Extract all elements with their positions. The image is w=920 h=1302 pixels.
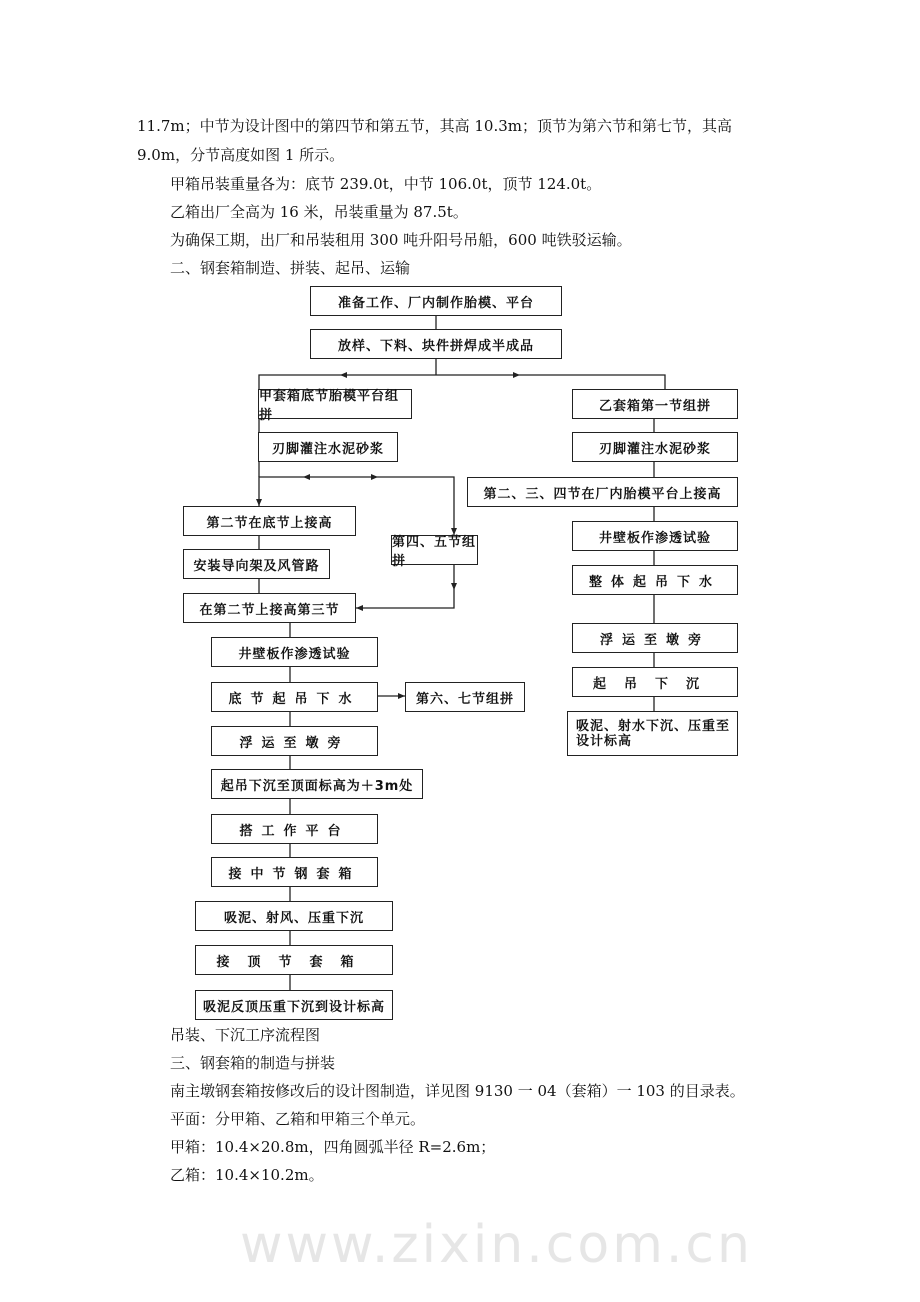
paragraph: 9.0m，分节高度如图 1 所示。 [137,146,345,164]
flow-step: 起吊下沉 [572,667,738,697]
flow-step: 准备工作、厂内制作胎模、平台 [310,286,562,316]
flow-step: 浮运至墩旁 [211,726,378,756]
flow-step: 底节起吊下水 [211,682,378,712]
section-heading: 三、钢套箱的制造与拼装 [170,1054,336,1072]
flow-step: 起吊下沉至顶面标高为＋3m处 [211,769,423,799]
flow-step: 甲套箱底节胎模平台组拼 [258,389,412,419]
watermark: www.zixin.com.cn [240,1215,753,1275]
flow-step: 第二节在底节上接高 [183,506,356,536]
section-heading: 二、钢套箱制造、拼装、起吊、运输 [170,259,411,277]
paragraph: 南主墩钢套箱按修改后的设计图制造，详见图 9130 一 04（套箱）一 103 的目录表。 [170,1082,745,1100]
flow-step: 放样、下料、块件拼焊成半成品 [310,329,562,359]
flow-step: 吸泥、射水下沉、压重至设计标高 [567,711,738,756]
flow-step: 接顶节套箱 [195,945,393,975]
flow-step: 在第二节上接高第三节 [183,593,356,623]
paragraph: 11.7m；中节为设计图中的第四节和第五节，其高 10.3m；顶节为第六节和第七节，其高 [137,117,733,135]
flow-step: 整体起吊下水 [572,565,738,595]
flow-step: 第二、三、四节在厂内胎模平台上接高 [467,477,738,507]
figure-caption: 吊装、下沉工序流程图 [170,1026,321,1044]
paragraph: 乙箱出厂全高为 16 米，吊装重量为 87.5t。 [170,203,468,221]
flow-step: 安装导向架及风管路 [183,549,330,579]
flow-step: 吸泥、射风、压重下沉 [195,901,393,931]
flow-step: 井壁板作渗透试验 [572,521,738,551]
flow-step: 刃脚灌注水泥砂浆 [258,432,398,462]
flow-step: 井壁板作渗透试验 [211,637,378,667]
flow-step: 刃脚灌注水泥砂浆 [572,432,738,462]
flow-step: 乙套箱第一节组拼 [572,389,738,419]
paragraph: 甲箱吊装重量各为：底节 239.0t，中节 106.0t，顶节 124.0t。 [170,175,602,193]
flow-step: 第六、七节组拼 [405,682,525,712]
flow-step: 浮运至墩旁 [572,623,738,653]
paragraph: 为确保工期，出厂和吊装租用 300 吨升阳号吊船，600 吨铁驳运输。 [170,231,632,249]
paragraph: 乙箱：10.4×10.2m。 [170,1166,324,1184]
flow-step: 吸泥反顶压重下沉到设计标高 [195,990,393,1020]
flow-step: 接中节钢套箱 [211,857,378,887]
flow-step: 搭工作平台 [211,814,378,844]
flow-step: 第四、五节组拼 [392,535,477,569]
paragraph: 平面：分甲箱、乙箱和甲箱三个单元。 [170,1110,426,1128]
paragraph: 甲箱：10.4×20.8m，四角圆弧半径 R=2.6m； [170,1138,496,1156]
